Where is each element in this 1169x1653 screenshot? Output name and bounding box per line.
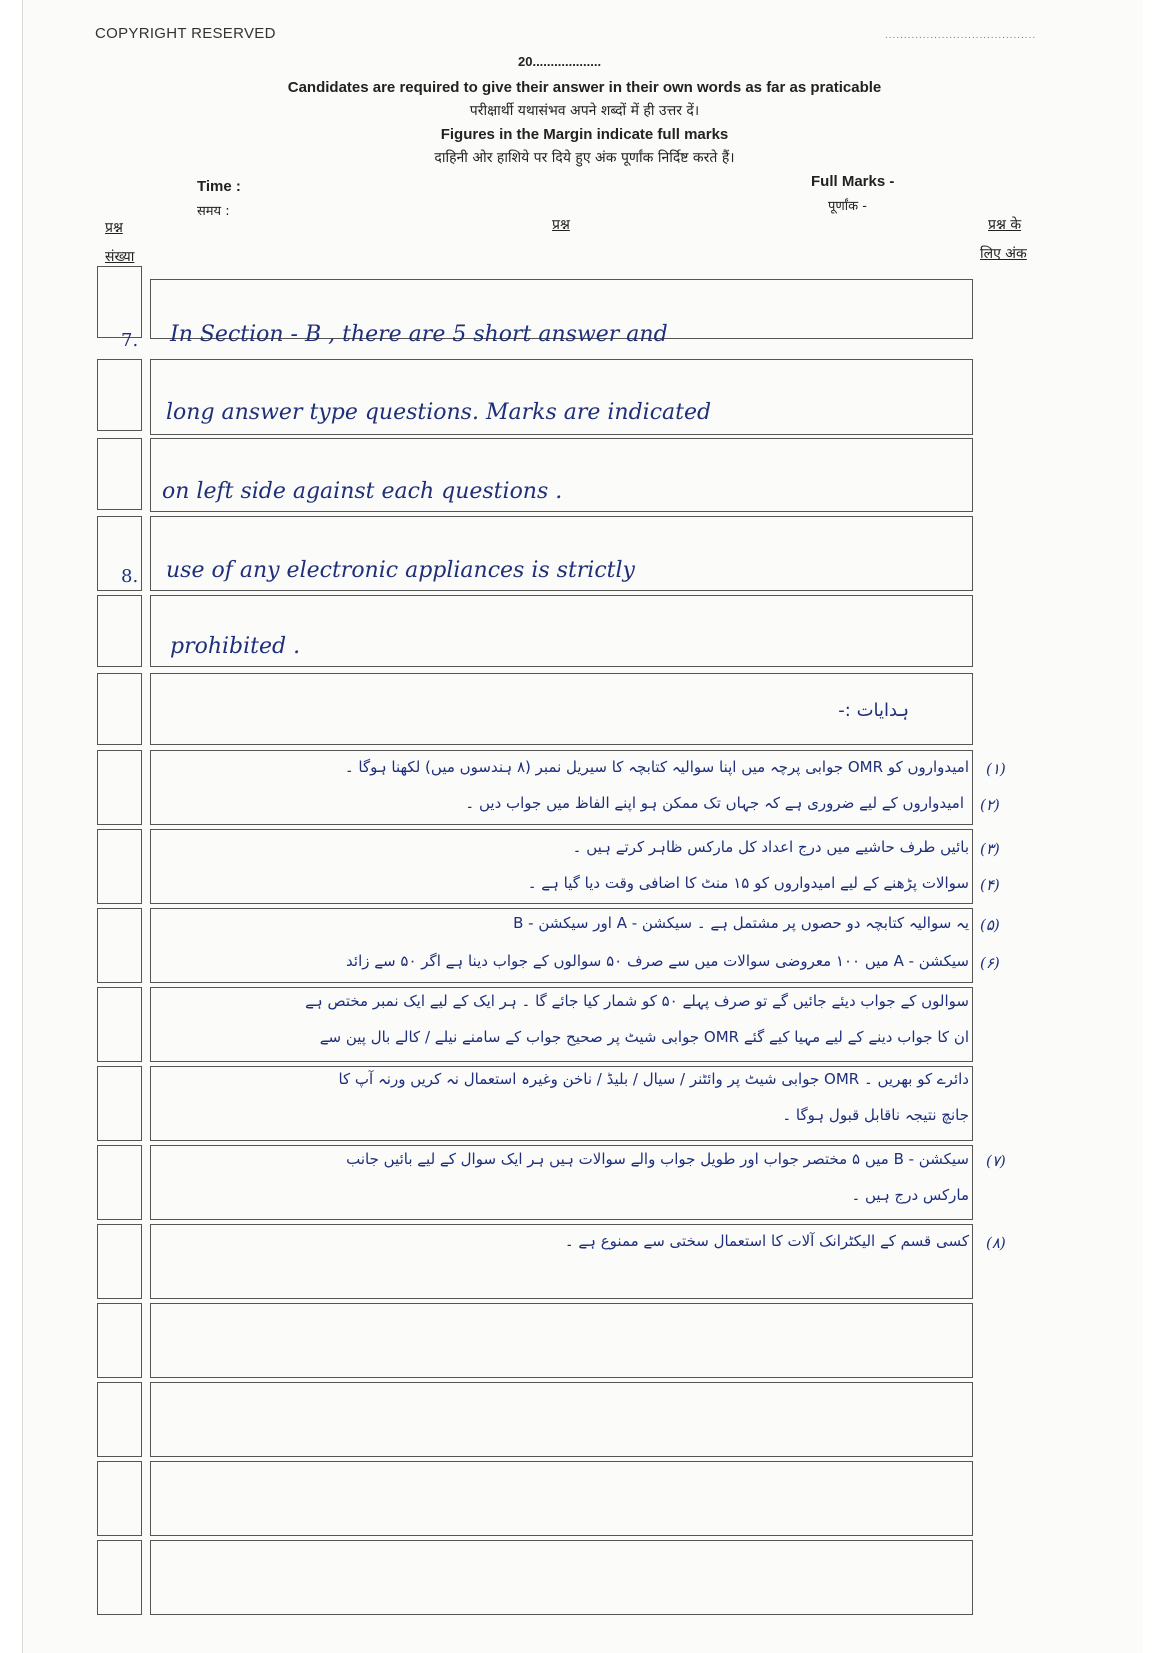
urdu-line-number: (۸)	[986, 1234, 1006, 1252]
qno-cell	[97, 1303, 142, 1378]
qno-cell	[97, 359, 142, 431]
full-marks-label-hindi: पूर्णांक -	[828, 199, 867, 214]
answer-row	[150, 1461, 973, 1536]
urdu-line: سوالات پڑھنے کے لیے امیدواروں کو ۱۵ منٹ کا اضافی وقت دیا گیا ہے ۔	[527, 874, 969, 892]
qno-cell	[97, 750, 142, 825]
handwritten-line: prohibited .	[170, 634, 301, 659]
qno-cell	[97, 673, 142, 745]
urdu-line-number: (۵)	[980, 916, 1000, 934]
question-number: 7.	[121, 330, 139, 351]
column-header-question-number: प्रश्न	[105, 220, 123, 236]
urdu-line: جانچ نتیجہ ناقابل قبول ہوگا ۔	[782, 1106, 969, 1124]
urdu-line: سوالوں کے جواب دیئے جائیں گے تو صرف پہلے ۵۰ کو شمار کیا جائے گا ۔ ہر ایک کے لیے ایک نمبر مختص ہے	[305, 992, 969, 1010]
urdu-line-number: (۳)	[980, 840, 1000, 858]
top-right-dots: ........................................	[885, 30, 1037, 41]
urdu-heading: ہدایات :-	[838, 700, 909, 721]
margin-note-hindi: दाहिनी ओर हाशिये पर दिये हुए अंक पूर्णांक निर्दिष्ट करते हैं।	[434, 150, 735, 166]
handwritten-line: In Section - B , there are 5 short answer and	[170, 322, 668, 347]
column-header-question: प्रश्न	[552, 217, 570, 233]
urdu-line-number: (۲)	[980, 796, 1000, 814]
margin-note-english: Figures in the Margin indicate full marks	[440, 126, 729, 143]
qno-cell	[97, 987, 142, 1062]
full-marks-label: Full Marks -	[811, 173, 895, 190]
qno-cell	[97, 1145, 142, 1220]
instruction-hindi: परीक्षार्थी यथासंभव अपने शब्दों में ही उत्तर दें।	[469, 103, 700, 119]
handwritten-line: use of any electronic appliances is strictly	[166, 558, 635, 583]
column-header-marks: प्रश्न के	[988, 217, 1022, 233]
answer-row	[150, 1303, 973, 1378]
urdu-line: یہ سوالیہ کتابچہ دو حصوں پر مشتمل ہے ۔ سیکشن - A اور سیکشن - B	[513, 914, 969, 932]
urdu-line: ان کا جواب دینے کے لیے مہیا کیے گئے OMR جوابی شیٹ پر صحیح جواب کے سامنے نیلے / کالے بال پین سے	[319, 1028, 969, 1046]
qno-cell	[97, 829, 142, 904]
answer-row	[150, 1540, 973, 1615]
qno-cell	[97, 1540, 142, 1615]
urdu-line-number: (۴)	[980, 876, 1000, 894]
urdu-line: بائیں طرف حاشیے میں درج اعداد کل مارکس ظاہر کرتے ہیں ۔	[572, 838, 969, 856]
qno-cell	[97, 1066, 142, 1141]
urdu-line: مارکس درج ہیں ۔	[851, 1186, 969, 1204]
qno-cell	[97, 438, 142, 510]
instruction-english: Candidates are required to give their answer in their own words as far as praticable	[287, 79, 882, 96]
qno-cell	[97, 1461, 142, 1536]
urdu-line: سیکشن - B میں ۵ مختصر جواب اور طویل جواب والے سوالات ہیں ہر ایک سوال کے لیے بائیں جانب	[346, 1150, 969, 1168]
qno-cell	[97, 1382, 142, 1457]
question-number: 8.	[121, 566, 139, 587]
column-header-marks-2: लिए अंक	[980, 246, 1027, 262]
column-header-question-number-2: संख्या	[105, 249, 135, 265]
year-field: 20...................	[518, 54, 602, 69]
qno-cell	[97, 1224, 142, 1299]
handwritten-line: long answer type questions. Marks are indicated	[166, 400, 712, 425]
urdu-line: دائرے کو بھریں ۔ OMR جوابی شیٹ پر وائٹنر / سیال / بلیڈ / ناخن وغیرہ استعمال نہ کریں ورنہ آپ کا	[338, 1070, 969, 1088]
urdu-line: سیکشن - A میں ۱۰۰ معروضی سوالات میں سے صرف ۵۰ سوالوں کے جواب دینا ہے اگر ۵۰ سے زائد	[346, 952, 969, 970]
time-label: Time :	[197, 178, 241, 195]
urdu-line-number: (۱)	[986, 760, 1006, 778]
urdu-line-number: (۶)	[980, 954, 1000, 972]
urdu-line: کسی قسم کے الیکٹرانک آلات کا استعمال سختی سے ممنوع ہے ۔	[564, 1232, 969, 1250]
urdu-line-number: (۷)	[986, 1152, 1006, 1170]
handwritten-line: on left side against each questions .	[162, 479, 563, 504]
copyright-label: COPYRIGHT RESERVED	[95, 25, 276, 42]
urdu-line: امیدواروں کے لیے ضروری ہے کہ جہاں تک ممکن ہو اپنے الفاظ میں جواب دیں ۔	[465, 794, 964, 812]
qno-cell	[97, 595, 142, 667]
urdu-line: امیدواروں کو OMR جوابی پرچہ میں اپنا سوالیہ کتابچہ کا سیریل نمبر (۸ ہندسوں میں) لکھنا ہوگا ۔	[344, 758, 969, 776]
qno-cell	[97, 266, 142, 338]
answer-row	[150, 1382, 973, 1457]
time-label-hindi: समय :	[197, 204, 230, 219]
qno-cell	[97, 908, 142, 983]
